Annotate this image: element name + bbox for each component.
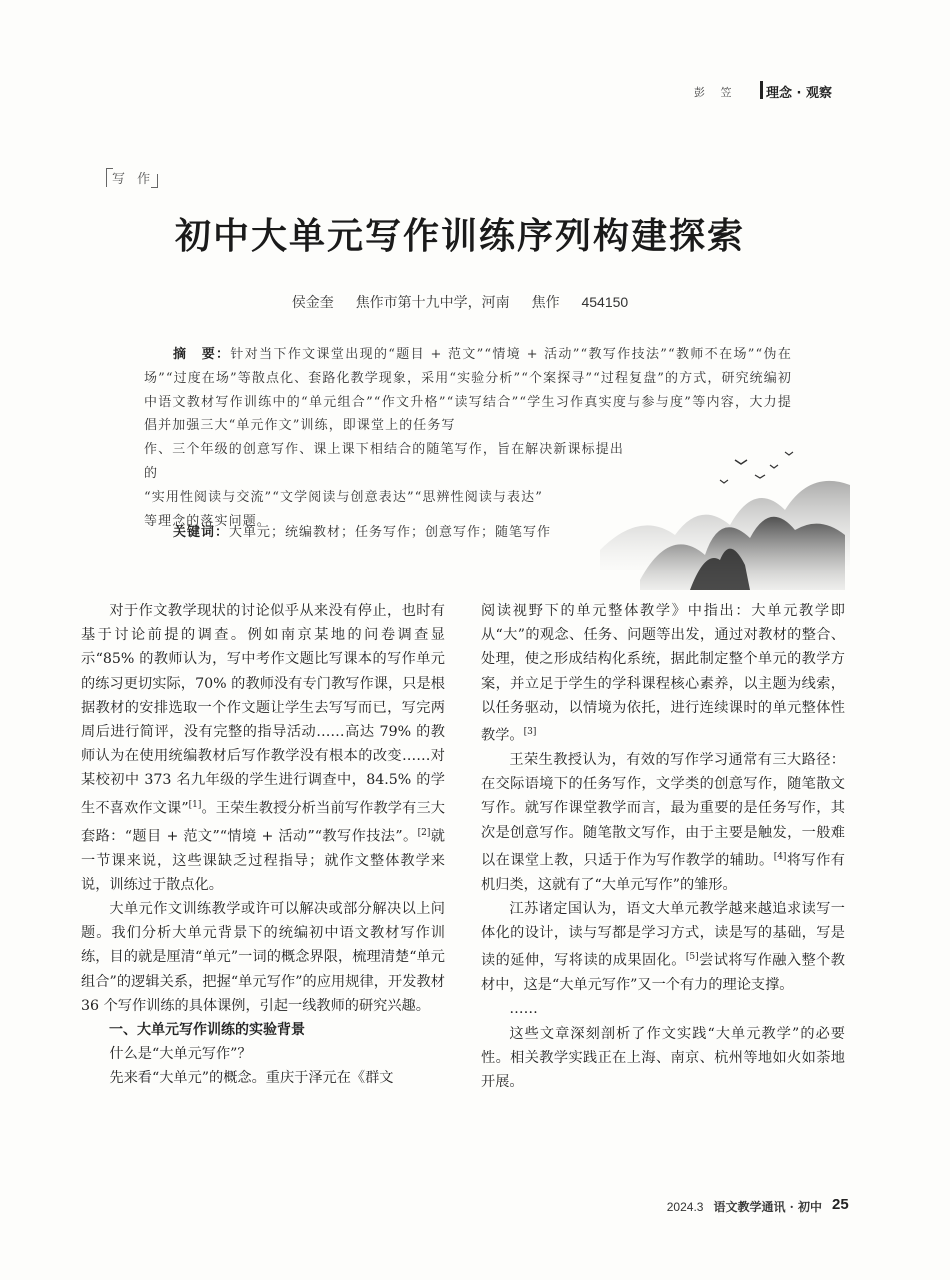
ink-landscape-illustration xyxy=(580,440,850,590)
section-heading: 一、大单元写作训练的实验背景 xyxy=(109,1021,305,1038)
paragraph: 先来看“大单元”的概念。重庆于泽元在《群文 xyxy=(109,1070,394,1087)
text-run: 对于作文教学现状的讨论似乎从来没有停止，也时有基于讨论前提的调查。例如南京某地的问卷调查显示“85% 的教师认为，写中考作文题比写课本的写作单元的练习更切实际，70% 的教师没有专门教写作课，只是根据教材的安排选取一个作文题让学生去写写而已，写完两周后进行简评，没有完整的指导活动……高达 79% 的教师认为在使用统编教材后写作教学没有根本的改变……对某校初中 373 名九年级的学生进行调查中，84.5% 的学生不喜欢作文课” xyxy=(81,603,445,817)
abstract-line: 作、三个年级的创意写作、课上课下相结合的随笔写作，旨在解决新课标提出的 xyxy=(144,442,624,481)
body-column-right xyxy=(481,599,845,1094)
paragraph xyxy=(481,897,845,998)
citation: [2] xyxy=(417,827,431,838)
text-run: 就一节课来说，这些课缺乏过程指导；就作文整体教学来说，训练过于散点化。 xyxy=(81,828,445,893)
abstract-text: 针对当下作文课堂出现的“题目 + 范文”“情境 + 活动”“教写作技法”“教师不在场”“伪在场”“过度在场”等散点化、套路化教学现象，采用“实验分析”“个案探寻”“过程复盘”的方式，研究统编初中语文教材写作训练中的“单元组合”“作文升格”“读写结合”“学生习作真实度与参与度”等内容，大力提倡并加强三大“单元作文”训练，即课堂上的任务写 xyxy=(144,347,792,434)
text-run: 王荣生教授认为，有效的写作学习通常有三大路径：在交际语境下的任务写作，文学类的创意写作，随笔散文写作。就写作课堂教学而言，最为重要的是任务写作，其次是创意写作。随笔散文写作，由于主要是触发，一般难以在课堂上教，只适于作为写作教学的辅助。 xyxy=(481,751,845,869)
abstract-line: 等理念的落实问题。 xyxy=(144,513,271,529)
abstract-line: “实用性阅读与交流”“文学阅读与创意表达”“思辨性阅读与表达” xyxy=(144,489,543,505)
body-column-left xyxy=(81,599,445,1091)
paragraph xyxy=(481,748,845,897)
magazine-name: 语文教学通讯 · 初中 xyxy=(713,1200,822,1214)
paragraph xyxy=(481,599,845,748)
editor-name: 彭 笠 xyxy=(694,86,738,99)
abstract-label: 摘 要： xyxy=(173,347,231,362)
paragraph: 什么是“大单元写作”？ xyxy=(109,1046,252,1063)
author-line xyxy=(0,292,920,312)
citation: [4] xyxy=(773,851,787,862)
text-run: 将写作有机归类，这就有了“大单元写作”的雏形。 xyxy=(481,852,845,893)
keywords xyxy=(173,521,551,540)
column-title: 理念 · 观察 xyxy=(766,86,832,101)
keywords-label: 关键词： xyxy=(173,525,230,540)
text-run: 尝试将写作融入整个教材中，这是“大单元写作”又一个有力的理论支撑。 xyxy=(481,953,845,994)
column-divider xyxy=(760,81,763,99)
citation: [3] xyxy=(523,727,537,738)
author-city: 焦作 xyxy=(531,294,560,310)
paragraph xyxy=(81,599,445,897)
keywords-text: 大单元；统编教材；任务写作；创意写作；随笔写作 xyxy=(229,525,552,540)
issue-date: 2024.3 xyxy=(666,1200,704,1214)
article-title: 初中大单元写作训练序列构建探索 xyxy=(174,215,745,257)
author-postcode: 454150 xyxy=(581,294,629,310)
text-run: 。王荣生教授分析当前写作教学有三大套路：“题目 + 范文”“情境 + 活动”“教写作技法”。 xyxy=(81,800,445,845)
section-tag: 写 作 xyxy=(112,172,155,187)
footer xyxy=(667,1198,822,1215)
author-name: 侯金奎 xyxy=(291,294,334,310)
text-run: 江苏诸定国认为，语文大单元教学越来越追求读写一体化的设计，读与写都是学习方式，读是写的基础，写是读的延伸，写将读的成果固化。 xyxy=(481,900,845,970)
abstract-wide xyxy=(144,343,792,438)
paragraph: 这些文章深刻剖析了作文实践“大单元教学”的必要性。相关教学实践正在上海、南京、杭州等地如火如荼地开展。 xyxy=(481,1025,845,1091)
ellipsis: …… xyxy=(509,1001,538,1018)
tag-bracket-right xyxy=(151,174,158,188)
text-run: 阅读视野下的单元整体教学》中指出：大单元教学即从“大”的观念、任务、问题等出发，通过对教材的整合、处理，使之形成结构化系统，据此制定整个单元的教学方案，并立足于学生的学科课程核心素养，以主题为线索，以任务驱动，以情境为依托，进行连续课时的单元整体性教学。 xyxy=(481,603,845,744)
page-number: 25 xyxy=(832,1196,849,1213)
citation: [5] xyxy=(685,952,699,963)
citation: [1] xyxy=(188,799,202,810)
author-affiliation: 焦作市第十九中学，河南 xyxy=(355,294,510,310)
paragraph: 大单元作文训练教学或许可以解决或部分解决以上问题。我们分析大单元背景下的统编初中语文教材写作训练，目的就是厘清“单元”一词的概念界限，梳理清楚“单元组合”的逻辑关系，把握“单元写作”的应用规律，开发教材 36 个写作训练的具体课例，引起一线教师的研究兴趣。 xyxy=(81,900,445,1014)
